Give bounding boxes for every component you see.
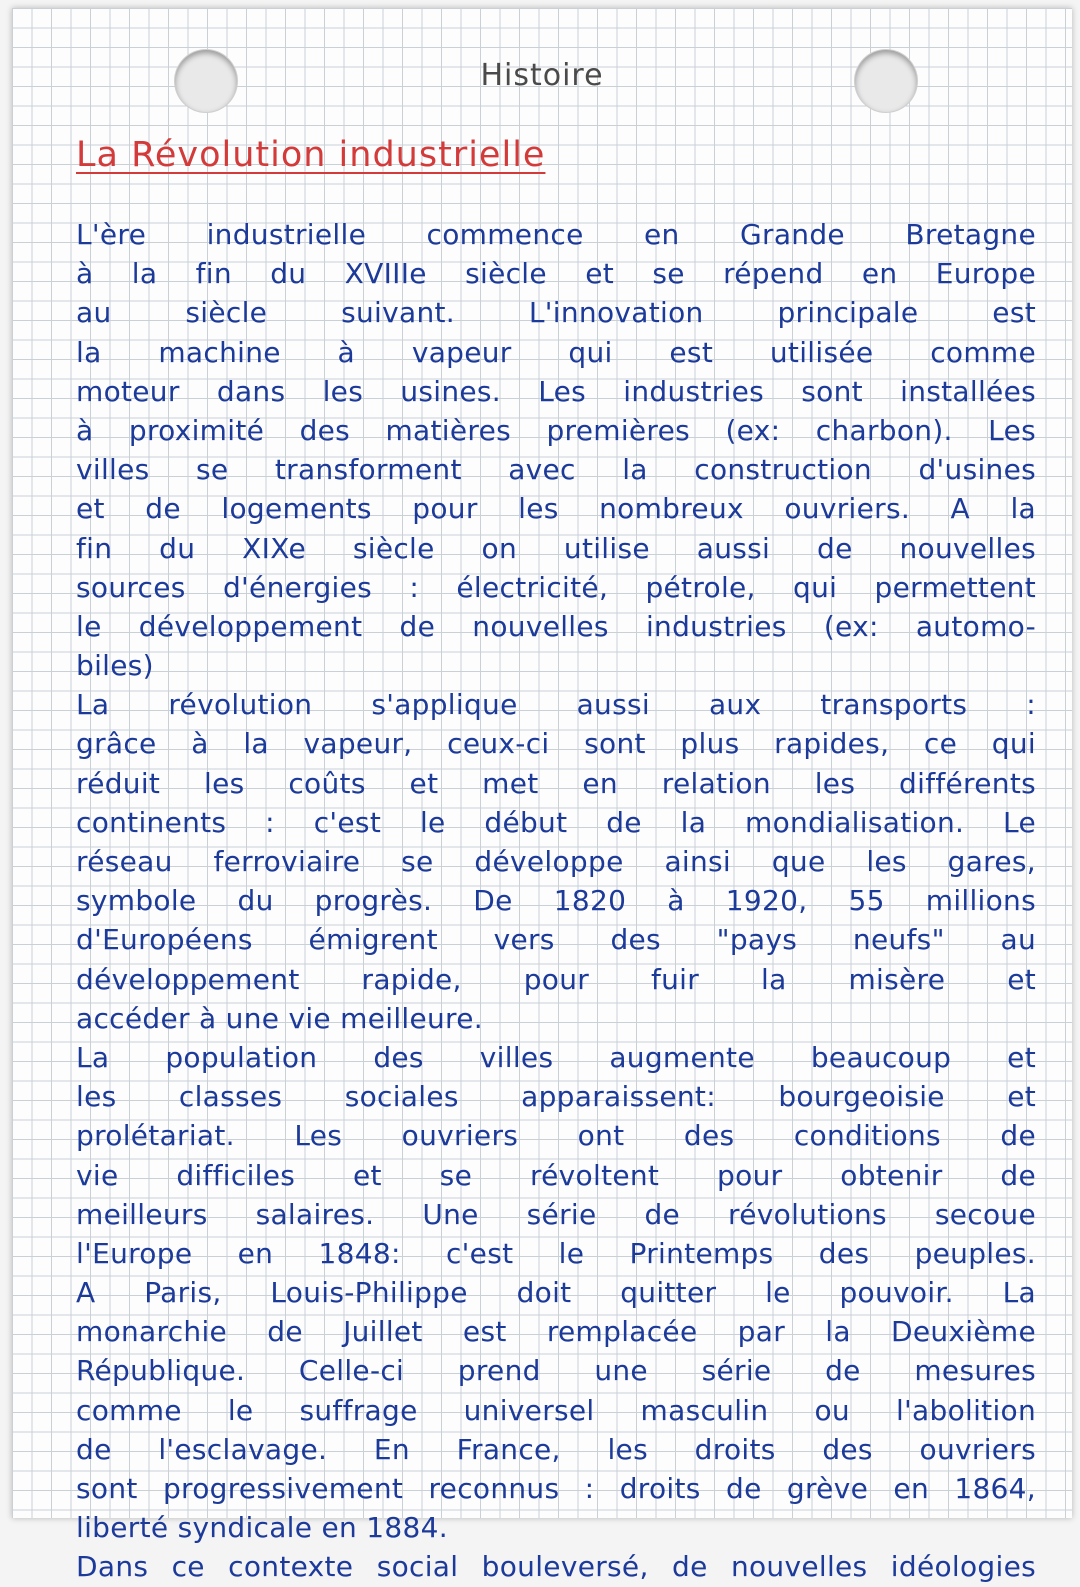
text-line: de l'esclavage. En France, les droits des ouvriers	[76, 1432, 1036, 1466]
text-line: développement rapide, pour fuir la misère et	[76, 962, 1036, 996]
text-line: la machine à vapeur qui est utilisée comme	[76, 335, 1036, 369]
text-line: et de logements pour les nombreux ouvriers. A la	[76, 492, 1036, 526]
text-line: liberté syndicale en 1884.	[76, 1511, 448, 1545]
page-title: La Révolution industrielle	[76, 135, 546, 175]
text-line: vie difficiles et se révoltent pour obtenir de	[76, 1158, 1036, 1192]
text-line: monarchie de Juillet est remplacée par la Deuxième	[76, 1315, 1036, 1349]
text-line: La population des villes augmente beaucoup et	[76, 1040, 1036, 1074]
text-line: symbole du progrès. De 1820 à 1920, 55 millions	[76, 884, 1036, 918]
text-line: le développement de nouvelles industries (ex: automo-	[76, 609, 1036, 643]
notes-body	[76, 215, 1036, 1587]
text-line: grâce à la vapeur, ceux-ci sont plus rapides, ce qui	[76, 727, 1036, 761]
text-line: l'Europe en 1848: c'est le Printemps des peuples.	[76, 1236, 1036, 1270]
text-line: prolétariat. Les ouvriers ont des conditions de	[76, 1119, 1036, 1153]
text-line: moteur dans les usines. Les industries sont installées	[76, 374, 1036, 408]
text-line: A Paris, Louis-Philippe doit quitter le pouvoir. La	[76, 1276, 1036, 1310]
text-line: L'ère industrielle commence en Grande Bretagne	[76, 218, 1036, 251]
text-line: réseau ferroviaire se développe ainsi que les gares,	[76, 845, 1036, 878]
text-line: Dans ce contexte social bouleversé, de nouvelles idéologies	[76, 1550, 1036, 1584]
text-line: La révolution s'applique aussi aux transports :	[76, 688, 1036, 722]
text-line: réduit les coûts et met en relation les différents	[76, 766, 1036, 800]
text-line: comme le suffrage universel masculin ou l'abolition	[76, 1393, 1036, 1427]
text-line: accéder à une vie meilleure.	[76, 1001, 483, 1035]
text-line: sources d'énergies : électricité, pétrole, qui permettent	[76, 570, 1036, 604]
text-line: à proximité des matières premières (ex: charbon). Les	[76, 413, 1036, 447]
text-line: meilleurs salaires. Une série de révolutions secoue	[76, 1197, 1036, 1231]
text-line: au siècle suivant. L'innovation principale est	[76, 296, 1036, 330]
text-line: continents : c'est le début de la mondialisation. Le	[76, 805, 1036, 839]
notebook-page	[12, 8, 1072, 1584]
text-line: biles)	[76, 649, 154, 683]
text-line: villes se transforment avec la construction d'usines	[76, 453, 1036, 487]
text-line: République. Celle-ci prend une série de mesures	[76, 1354, 1036, 1388]
text-line: à la fin du XVIIIe siècle et se répend en Europe	[76, 257, 1036, 291]
text-line: d'Européens émigrent vers des "pays neufs" au	[76, 923, 1036, 957]
subject-heading: Histoire	[480, 58, 604, 93]
text-line: les classes sociales apparaissent: bourgeoisie et	[76, 1080, 1036, 1114]
text-line: sont progressivement reconnus : droits de grève en 1864,	[76, 1472, 1036, 1505]
text-line: fin du XIXe siècle on utilise aussi de nouvelles	[76, 531, 1036, 565]
